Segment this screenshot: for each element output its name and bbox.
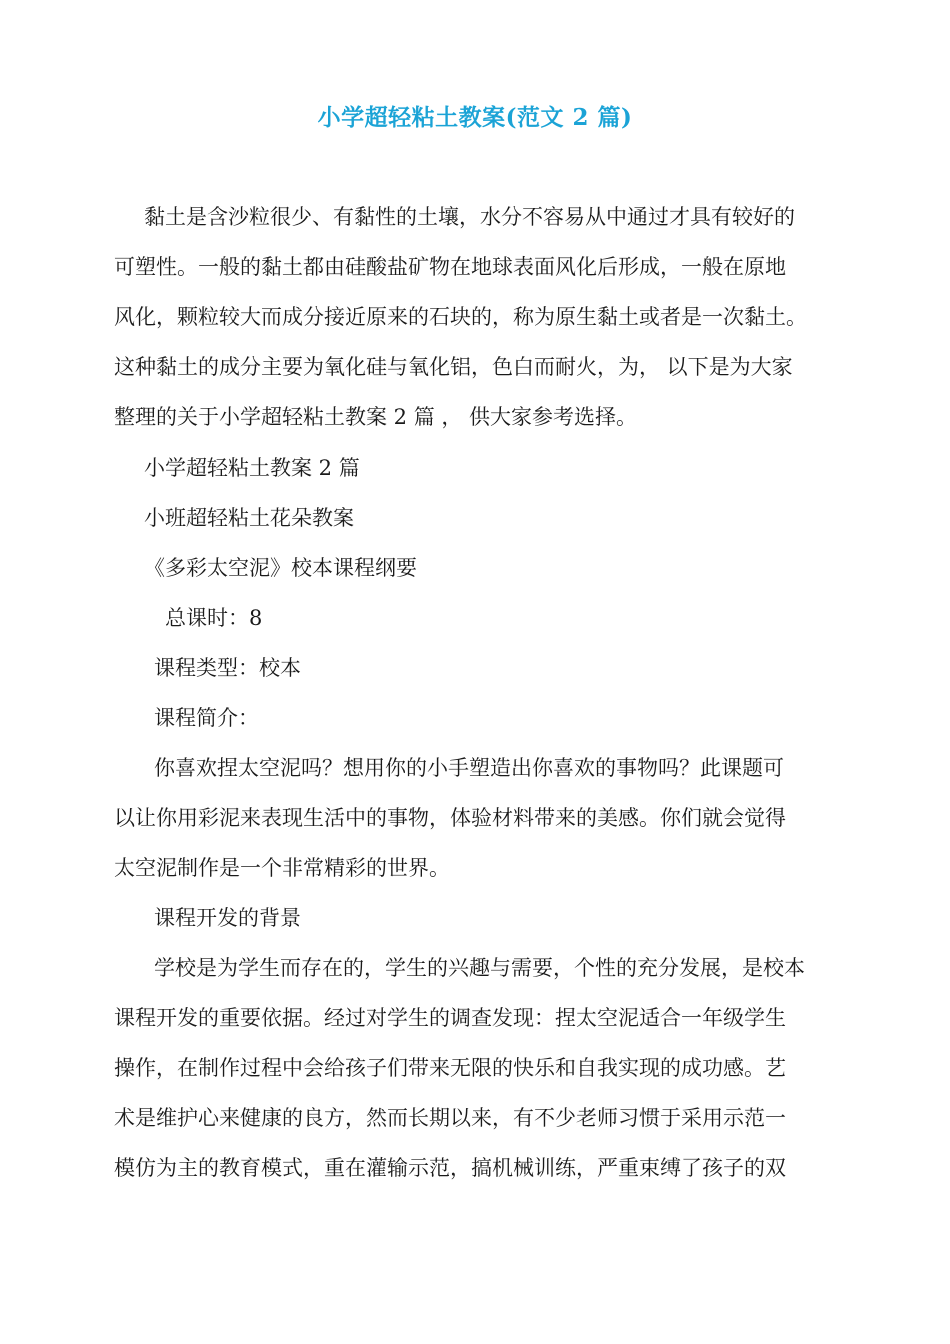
- course-type: 课程类型：校本: [154, 656, 301, 680]
- section-headings: [114, 443, 849, 743]
- background-line: 术是维护心来健康的良方，然而长期以来，有不少老师习惯于采用示范一: [114, 1106, 786, 1130]
- syllabus-title: 《多彩太空泥》校本课程纲要: [144, 556, 417, 580]
- course-intro-line: 太空泥制作是一个非常精彩的世界。: [114, 856, 450, 880]
- background-line: 学校是为学生而存在的，学生的兴趣与需要，个性的充分发展，是校本: [154, 956, 805, 980]
- heading-flower-lesson: 小班超轻粘土花朵教案: [144, 506, 354, 530]
- intro-line: 这种黏土的成分主要为氧化硅与氧化铝，色白而耐火，为， 以下是为大家: [114, 355, 793, 379]
- background-paragraph: [114, 943, 849, 1193]
- background-line: 模仿为主的教育模式，重在灌输示范，搞机械训练，严重束缚了孩子的双: [114, 1156, 786, 1180]
- total-hours: 总课时：8: [165, 606, 263, 630]
- course-intro-label: 课程简介：: [154, 706, 259, 730]
- intro-line: 整理的关于小学超轻粘土教案 2 篇 ， 供大家参考选择。: [114, 405, 638, 429]
- heading-lesson-plans: 小学超轻粘土教案 2 篇: [144, 456, 360, 480]
- course-intro-line: 你喜欢捏太空泥吗？想用你的小手塑造出你喜欢的事物吗？此课题可: [154, 756, 784, 780]
- background-line: 操作，在制作过程中会给孩子们带来无限的快乐和自我实现的成功感。艺: [114, 1056, 786, 1080]
- intro-paragraph: [114, 192, 849, 442]
- background-label: 课程开发的背景: [154, 906, 301, 930]
- document-title: 小学超轻粘土教案(范文 2 篇): [317, 104, 633, 131]
- intro-line: 黏土是含沙粒很少、有黏性的土壤，水分不容易从中通过才具有较好的: [144, 205, 795, 229]
- background-heading: [114, 893, 849, 943]
- intro-line: 风化，颗粒较大而成分接近原来的石块的，称为原生黏土或者是一次黏土。: [114, 305, 807, 329]
- course-intro-paragraph: [114, 743, 849, 893]
- background-line: 课程开发的重要依据。经过对学生的调查发现：捏太空泥适合一年级学生: [114, 1006, 786, 1030]
- course-intro-line: 以让你用彩泥来表现生活中的事物，体验材料带来的美感。你们就会觉得: [114, 806, 786, 830]
- intro-line: 可塑性。一般的黏土都由硅酸盐矿物在地球表面风化后形成，一般在原地: [114, 255, 786, 279]
